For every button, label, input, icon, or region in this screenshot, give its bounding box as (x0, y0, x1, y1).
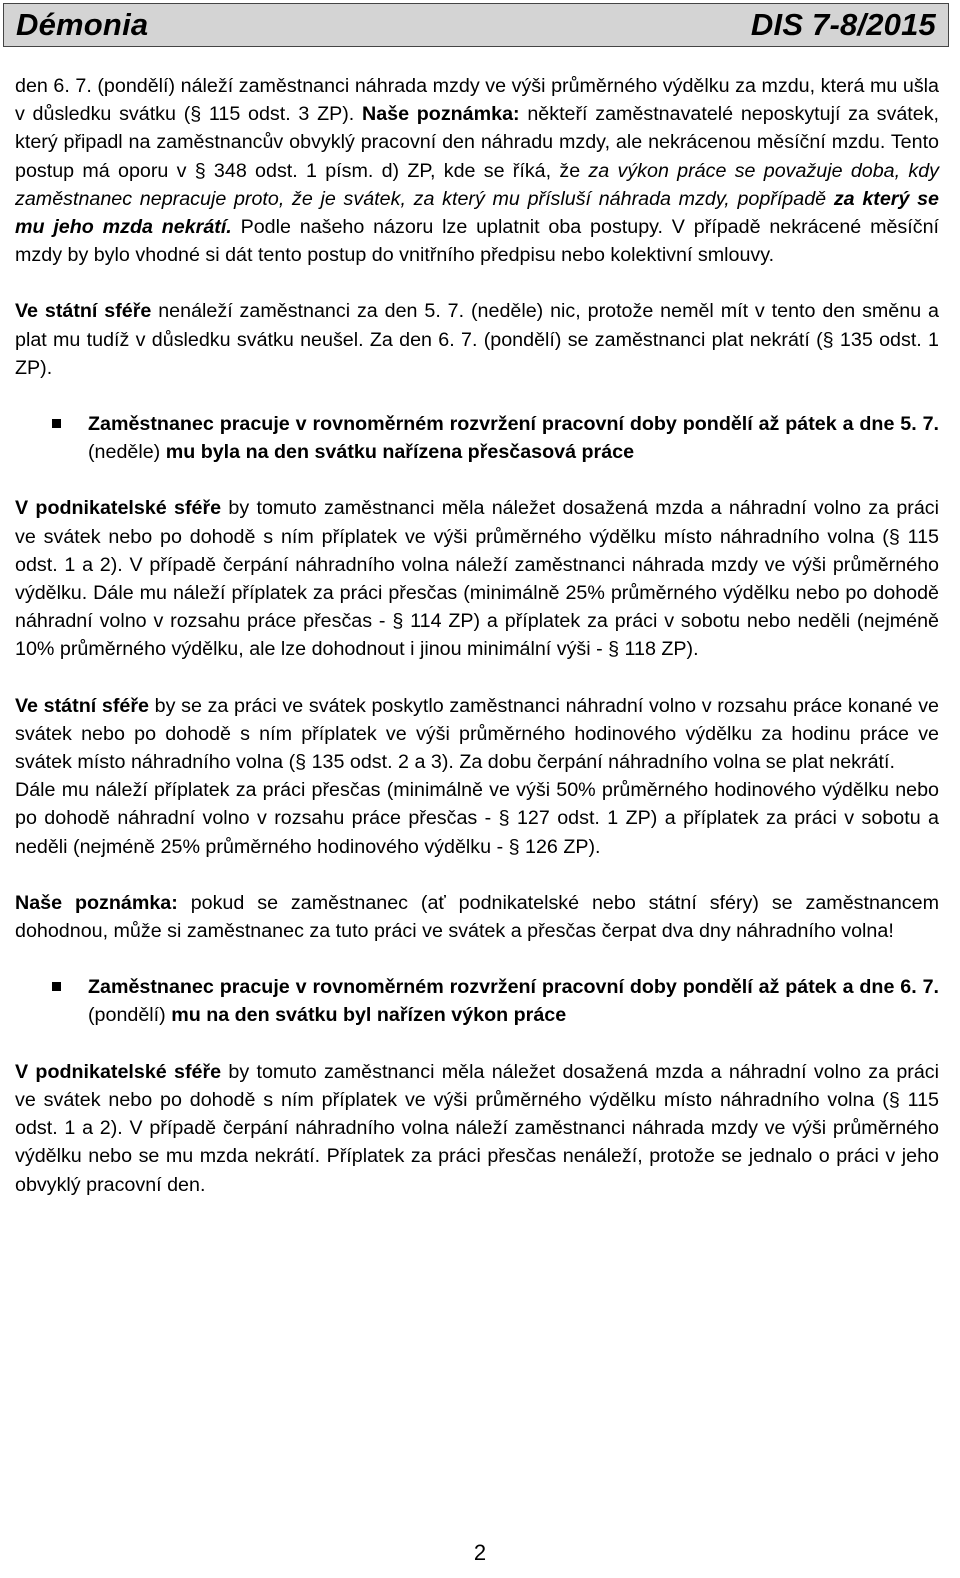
square-bullet-icon (52, 419, 61, 428)
text-run: Naše poznámka: (15, 891, 178, 914)
bullet-item (15, 410, 939, 466)
bullet-item (15, 973, 939, 1029)
text-run: V podnikatelské sféře (15, 1060, 222, 1083)
text-run: Zaměstnanec pracuje v rovnoměrném rozvržení pracovní doby pondělí až pátek a dne 5. 7. (88, 413, 939, 436)
bullet-text (88, 413, 939, 463)
text-run: den 6. 7. (pondělí) náleží zaměstnanci náhrada mzdy ve výši průměrného výdělku za mzdu, která mu ušla v důsledku svátku (§ 115 odst. 3 ZP). (15, 75, 939, 126)
text-run: by tomuto zaměstnanci měla náležet dosažená mzda a náhradní volno za práci ve svátek nebo po dohodě s ním příplatek ve výši průměrného výdělku místo náhradního volna (§ 115 odst. 1 a 2). V případě čerpání náhradního volna náleží zaměstnanci náhrada mzdy ve výši průměrného výdělku nebo se mu mzda nekrátí. Příplatek za práci přesčas nenáleží, protože se jednalo o práci v jeho obvyklý pracovní den. (15, 1060, 939, 1196)
text-run: mu na den svátku byl nařízen výkon práce (171, 1004, 567, 1027)
text-run: by se za práci ve svátek poskytlo zaměstnanci náhradní volno v rozsahu práce konané ve svátek nebo po dohodě s ním příplatek ve výši průměrného hodinového výdělku za hodinu práce ve svátek místo náhradního volna (§ 135 odst. 2 a 3). Za dobu čerpání náhradního volna se plat nekrátí. (15, 694, 939, 774)
paragraph (15, 72, 939, 269)
text-run: Zaměstnanec pracuje v rovnoměrném rozvržení pracovní doby pondělí až pátek a dne 6. 7. (88, 976, 939, 999)
text-run: za výkon práce se považuje doba, kdy zaměstnanec nepracuje proto, že je svátek, za který mu přísluší náhrada mzdy, popřípadě (15, 159, 939, 210)
page-header (3, 3, 949, 47)
text-run: Podle našeho názoru lze uplatnit oba postupy. V případě nekrácené měsíční mzdy by bylo vhodné si dát tento postup do vnitřního předpisu nebo kolektivní smlouvy. (15, 216, 939, 267)
text-run: V podnikatelské sféře (15, 497, 222, 520)
text-run: nenáleží zaměstnanci za den 5. 7. (neděle) nic, protože neměl mít v tento den směnu a plat mu tudíž v důsledku svátku neušel. Za den 6. 7. (pondělí) se zaměstnanci plat nekrátí (§ 135 odst. 1 ZP). (15, 300, 939, 379)
text-run: Naše poznámka: (361, 103, 520, 126)
text-run: Dále mu náleží příplatek za práci přesčas (minimálně ve výši 50% průměrného hodinového výdělku nebo po dohodě náhradní volno v rozsahu práce přesčas - § 127 odst. 1 ZP) a příplatek za práci v sobotu a neděli (nejméně 25% průměrného hodinového výdělku - § 126 ZP). (15, 779, 939, 858)
header-title-right: DIS 7-8/2015 (750, 7, 936, 42)
paragraph (15, 297, 939, 382)
text-run: za který se mu jeho mzda nekrátí. (15, 187, 939, 239)
paragraph (15, 692, 939, 777)
text-run: někteří zaměstnavatelé neposkytují za svátek, který připadl na zaměstnancův obvyklý pracovní den náhradu mzdy, ale nekrácenou měsíční mzdu. Tento postup má oporu v § 348 odst. 1 písm. d) ZP, kde se říká, že (15, 103, 940, 182)
text-run: pokud se zaměstnanec (ať podnikatelské nebo státní sféry) se zaměstnancem dohodnou, může si zaměstnanec za tuto práci ve svátek a přesčas čerpat dva dny náhradního volna! (15, 891, 939, 943)
paragraph (15, 776, 939, 861)
paragraph (15, 1058, 939, 1199)
square-bullet-icon (52, 982, 61, 991)
paragraph (15, 889, 939, 945)
text-run: mu byla na den svátku nařízena přesčasová práce (165, 441, 635, 464)
paragraph (15, 494, 939, 663)
text-run: Ve státní sféře (15, 300, 152, 323)
text-run: by tomuto zaměstnanci měla náležet dosažená mzda a náhradní volno za práci ve svátek nebo po dohodě s ním příplatek ve výši průměrného výdělku místo náhradního volna (§ 115 odst. 1 a 2). V případě čerpání náhradního volna náleží zaměstnanci náhrada mzdy ve výši průměrného výdělku. Dále mu náleží příplatek za práci přesčas (minimálně 25% průměrného výdělku nebo po dohodě náhradní volno v rozsahu práce přesčas - § 114 ZP) a příplatek za práci v sobotu nebo neděli (nejméně 10% průměrného výdělku, ale lze dohodnout i jinou minimální výši - § 118 ZP). (15, 497, 939, 661)
text-run: Ve státní sféře (15, 694, 149, 717)
header-title-left: Démonia (16, 7, 149, 42)
text-run: (neděle) (88, 441, 166, 464)
text-run: (pondělí) (88, 1004, 172, 1027)
bullet-text (88, 976, 939, 1026)
document-body (15, 72, 939, 1199)
page-number: 2 (473, 1540, 487, 1565)
